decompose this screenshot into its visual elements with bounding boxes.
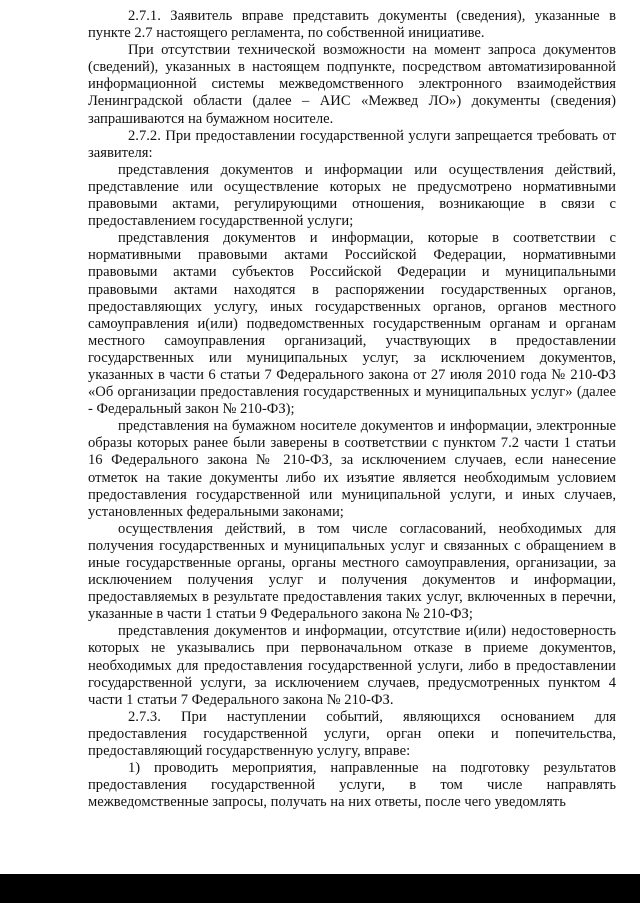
paragraph-2-7-1: 2.7.1. Заявитель вправе представить документы (сведения), указанные в пункте 2.7 настоящего регламента, по собственной инициативе. — [88, 8, 616, 42]
prohibition-item-2: представления документов и информации, которые в соответствии с нормативными правовыми актами Российской Федерации, нормативными правовыми актами субъектов Российской Федерации и муниципальными правовыми актами находятся в распоряжении государственных органов, предоставляющих услугу, иных государственных органов, органов местного самоуправления и(или) подведомственных государственным органам и органам местного самоуправления организаций, участвующих в предоставлении государственных или муниципальных услуг, за исключением документов, указанных в части 6 статьи 7 Федерального закона от 27 июля 2010 года № 210-ФЗ «Об организации предоставления государственных и муниципальных услуг» (далее - Федеральный закон № 210-ФЗ); — [88, 230, 616, 418]
paragraph-2-7-3-item-1: 1) проводить мероприятия, направленные на подготовку результатов предоставления государственной услуги, в том числе направлять межведомственные запросы, получать на них ответы, после чего уведомлять — [88, 760, 616, 811]
prohibition-item-1: представления документов и информации или осуществления действий, представление или осуществление которых не предусмотрено нормативными правовыми актами, регулирующими отношения, возникающие в связи с предоставлением государственной услуги; — [88, 161, 616, 230]
paragraph-2-7-2: 2.7.2. При предоставлении государственной услуги запрещается требовать от заявителя: — [88, 127, 616, 161]
paragraph-no-technical-possibility: При отсутствии технической возможности на момент запроса документов (сведений), указанных в настоящем подпункте, посредством автоматизированной информационной системы межведомственного электронного взаимодействия Ленинградской области (далее – АИС «Межвед ЛО») документы (сведения) запрашиваются на бумажном носителе. — [88, 42, 616, 127]
document-page — [88, 8, 616, 811]
prohibition-item-4: осуществления действий, в том числе согласований, необходимых для получения государственных и муниципальных услуг и связанных с обращением в иные государственные органы, органы местного самоуправления, организации, за исключением получения услуг и получения документов и информации, предоставляемых в результате предоставления таких услуг, включенных в перечни, указанные в части 1 статьи 9 Федерального закона № 210-ФЗ; — [88, 520, 616, 623]
prohibition-item-5: представления документов и информации, отсутствие и(или) недостоверность которых не указывались при первоначальном отказе в приеме документов, необходимых для предоставления государственной услуги, либо в предоставлении государственной услуги, за исключением случаев, предусмотренных пунктом 4 части 1 статьи 7 Федерального закона № 210-ФЗ. — [88, 623, 616, 708]
prohibition-item-3: представления на бумажном носителе документов и информации, электронные образы которых ранее были заверены в соответствии с пунктом 7.2 части 1 статьи 16 Федерального закона № 210-ФЗ, за исключением случаев, если нанесение отметок на такие документы либо их изъятие является необходимым условием предоставления государственной или муниципальной услуги, и иных случаев, установленных федеральными законами; — [88, 418, 616, 520]
paragraph-2-7-3: 2.7.3. При наступлении событий, являющихся основанием для предоставления государственной услуги, орган опеки и попечительства, предоставляющий государственную услугу, вправе: — [88, 708, 616, 760]
scan-border-bar — [0, 874, 640, 903]
